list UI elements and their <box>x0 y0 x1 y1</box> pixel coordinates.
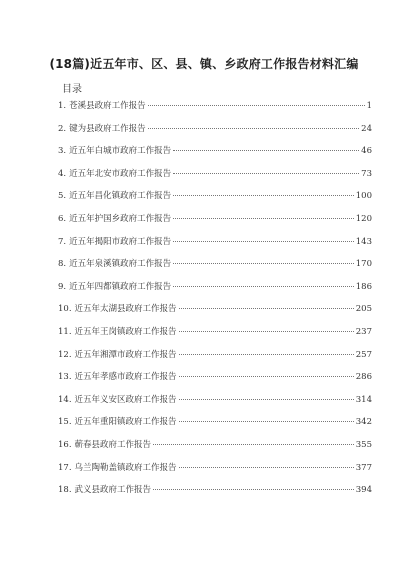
toc-item-page: 73 <box>361 168 372 179</box>
toc-item-number: 12. <box>58 349 72 360</box>
toc-item-label: 近五年泉溪镇政府工作报告 <box>69 259 172 270</box>
toc-dot-leader <box>173 286 354 287</box>
toc-item[interactable] <box>58 302 372 325</box>
toc-item[interactable] <box>58 144 372 167</box>
toc-item-number: 10. <box>58 304 72 315</box>
toc-item-page: 170 <box>355 259 372 270</box>
toc-item[interactable] <box>58 257 372 280</box>
toc-item-page: 342 <box>355 417 372 428</box>
toc-item-label: 近五年四都镇政府工作报告 <box>69 281 172 292</box>
toc-item-page: 237 <box>355 326 372 337</box>
toc-item-number: 3. <box>58 146 67 157</box>
toc-item-label: 近五年昌化镇政府工作报告 <box>69 191 172 202</box>
toc-item-label: 近五年义安区政府工作报告 <box>74 394 177 405</box>
toc-item-label: 近五年护国乡政府工作报告 <box>69 213 172 224</box>
toc-item-number: 15. <box>58 417 72 428</box>
toc-item-page: 100 <box>355 191 372 202</box>
toc-item-number: 2. <box>58 123 67 134</box>
toc-item-page: 377 <box>355 462 372 473</box>
toc-item-page: 120 <box>355 213 372 224</box>
toc-heading: 目录 <box>62 84 82 95</box>
toc-dot-leader <box>153 489 354 490</box>
toc-item[interactable] <box>58 393 372 416</box>
toc-dot-leader <box>148 128 360 129</box>
toc-item-number: 16. <box>58 439 72 450</box>
toc-item-label: 乌兰陶勒盖镇政府工作报告 <box>74 462 177 473</box>
toc-item-page: 186 <box>355 281 372 292</box>
toc-item[interactable] <box>58 483 372 506</box>
toc-item-number: 7. <box>58 236 67 247</box>
toc-item-label: 近五年王岗镇政府工作报告 <box>74 326 177 337</box>
toc-item-label: 蕲春县政府工作报告 <box>74 439 152 450</box>
toc-item[interactable] <box>58 370 372 393</box>
toc-item-page: 1 <box>366 101 372 111</box>
toc-item-label: 近五年重阳镇政府工作报告 <box>74 417 177 428</box>
toc-item[interactable] <box>58 280 372 303</box>
toc-item-page: 24 <box>361 123 372 134</box>
toc-dot-leader <box>153 444 354 445</box>
toc-item-number: 9. <box>58 281 67 292</box>
toc-item[interactable] <box>58 438 372 461</box>
toc-item-label: 苍溪县政府工作报告 <box>69 101 146 111</box>
toc-dot-leader <box>173 218 354 219</box>
toc-dot-leader <box>179 308 354 309</box>
toc-dot-leader <box>173 241 354 242</box>
toc-dot-leader <box>148 105 365 106</box>
toc-item-page: 205 <box>355 304 372 315</box>
toc-item-number: 6. <box>58 213 67 224</box>
toc-item-label: 键为县政府工作报告 <box>69 123 146 134</box>
toc-item-number: 17. <box>58 462 72 473</box>
toc-dot-leader <box>173 150 359 151</box>
toc-dot-leader <box>179 331 354 332</box>
toc-item[interactable] <box>58 122 372 145</box>
toc-item[interactable] <box>58 212 372 235</box>
toc-item[interactable] <box>58 167 372 190</box>
toc-item[interactable] <box>58 348 372 371</box>
toc-dot-leader <box>179 376 354 377</box>
toc-item-number: 1. <box>58 101 67 111</box>
toc-item-number: 14. <box>58 394 72 405</box>
toc-item[interactable] <box>58 189 372 212</box>
toc-item-label: 近五年孝感市政府工作报告 <box>74 372 177 383</box>
toc-dot-leader <box>179 399 354 400</box>
toc-dot-leader <box>179 354 354 355</box>
toc-dot-leader <box>179 421 354 422</box>
toc-dot-leader <box>173 173 359 174</box>
toc-item-label: 近五年湘潭市政府工作报告 <box>74 349 177 360</box>
toc-item-label: 武义县政府工作报告 <box>74 485 152 496</box>
toc-item-page: 46 <box>361 146 372 157</box>
toc-item[interactable] <box>58 325 372 348</box>
toc-item-label: 近五年白城市政府工作报告 <box>69 146 172 157</box>
toc-dot-leader <box>173 263 354 264</box>
toc-item-number: 13. <box>58 372 72 383</box>
toc-item[interactable] <box>58 235 372 258</box>
toc-item[interactable] <box>58 461 372 484</box>
toc-item-label: 近五年太湖县政府工作报告 <box>74 304 177 315</box>
toc-item-page: 314 <box>355 394 372 405</box>
toc-item-number: 8. <box>58 259 67 270</box>
toc-dot-leader <box>173 195 354 196</box>
toc-item-page: 286 <box>355 372 372 383</box>
toc-item[interactable] <box>58 99 372 122</box>
toc-item-page: 257 <box>355 349 372 360</box>
toc-item-number: 5. <box>58 191 67 202</box>
toc-item-label: 近五年揭阳市政府工作报告 <box>69 236 172 247</box>
toc-item-page: 143 <box>355 236 372 247</box>
toc-dot-leader <box>179 467 354 468</box>
toc-item-page: 355 <box>355 439 372 450</box>
toc-item[interactable] <box>58 415 372 438</box>
document-title: (18篇)近五年市、区、县、镇、乡政府工作报告材料汇编 <box>49 57 359 71</box>
table-of-contents <box>58 99 372 506</box>
toc-item-number: 18. <box>58 485 72 496</box>
toc-item-label: 近五年北安市政府工作报告 <box>69 168 172 179</box>
toc-item-number: 4. <box>58 168 67 179</box>
toc-item-number: 11. <box>58 326 72 337</box>
toc-item-page: 394 <box>355 485 372 496</box>
